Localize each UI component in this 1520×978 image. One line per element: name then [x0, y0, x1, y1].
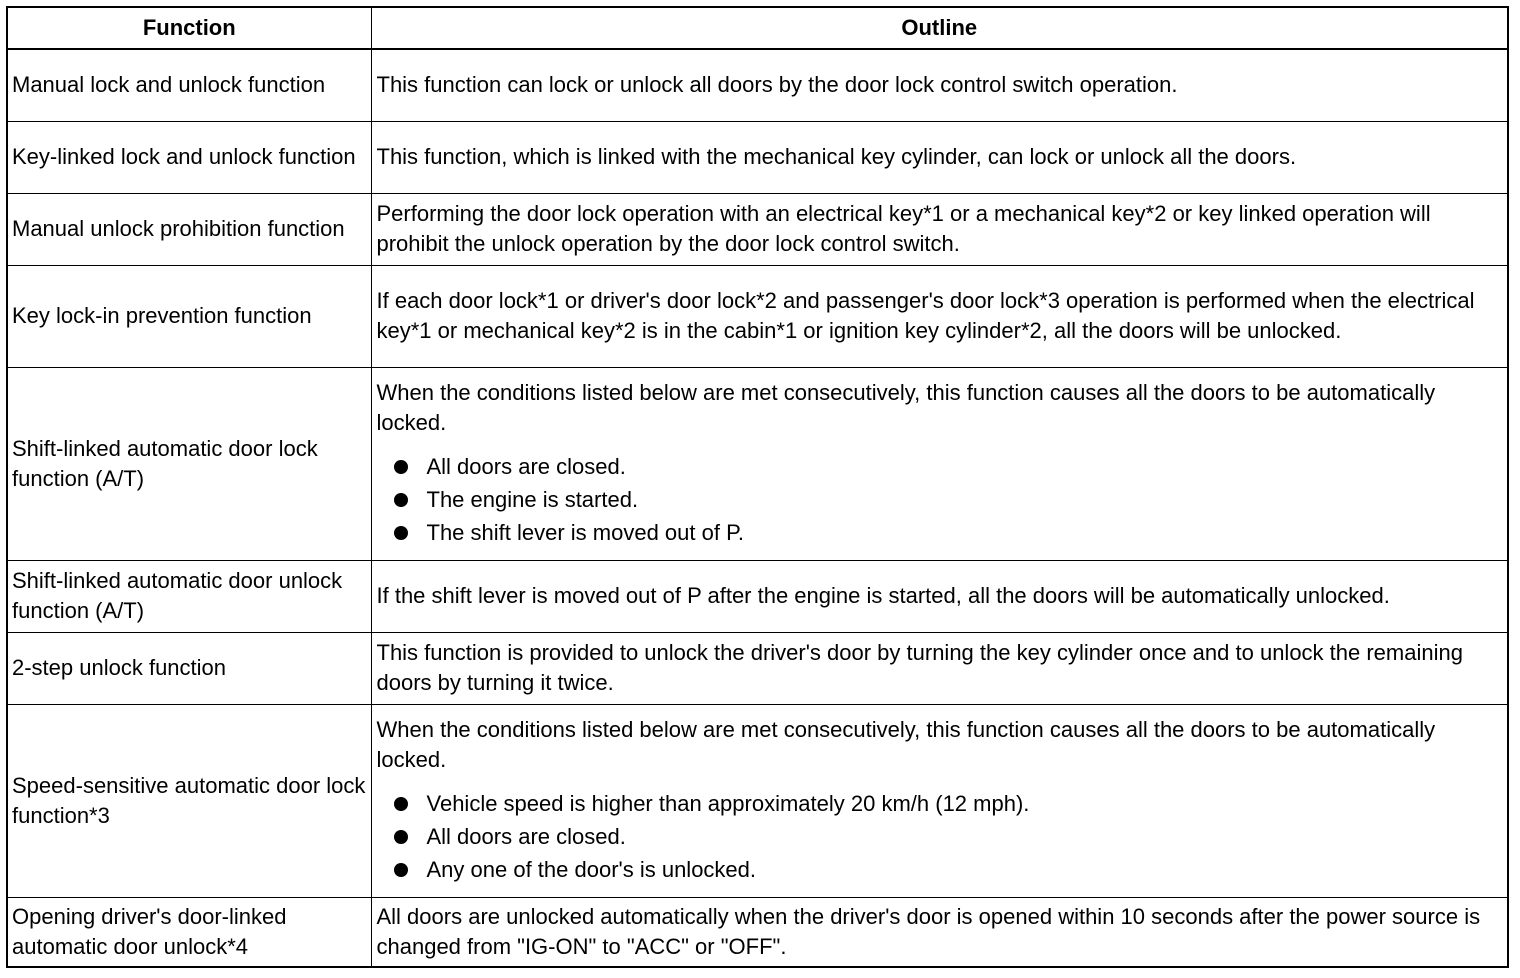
- condition-list: [377, 787, 1504, 886]
- outline-cell: [371, 367, 1508, 560]
- function-cell: Shift-linked automatic door lock function (A/T): [7, 367, 371, 560]
- condition-text: All doors are closed.: [426, 454, 626, 479]
- bullet-icon: [394, 797, 408, 811]
- table-row: [7, 265, 1508, 367]
- outline-cell: [371, 704, 1508, 897]
- condition-text: The shift lever is moved out of P.: [426, 520, 745, 545]
- condition-text: Vehicle speed is higher than approximately 20 km/h (12 mph).: [426, 791, 1030, 816]
- table-row: [7, 49, 1508, 121]
- list-item: [377, 516, 1504, 549]
- function-cell: Key-linked lock and unlock function: [7, 121, 371, 193]
- function-cell: Speed-sensitive automatic door lock function*3: [7, 704, 371, 897]
- function-cell: Opening driver's door-linked automatic door unlock*4: [7, 897, 371, 967]
- table-row: [7, 121, 1508, 193]
- bullet-icon: [394, 460, 408, 474]
- outline-cell: If the shift lever is moved out of P after the engine is started, all the doors will be automatically unlocked.: [371, 560, 1508, 632]
- function-cell: Shift-linked automatic door unlock function (A/T): [7, 560, 371, 632]
- outline-cell: This function can lock or unlock all doors by the door lock control switch operation.: [371, 49, 1508, 121]
- function-cell: Manual unlock prohibition function: [7, 193, 371, 265]
- bullet-icon: [394, 863, 408, 877]
- table-row: [7, 367, 1508, 560]
- table-row: [7, 193, 1508, 265]
- outline-cell: If each door lock*1 or driver's door lock*2 and passenger's door lock*3 operation is performed when the electrical key*1 or mechanical key*2 is in the cabin*1 or ignition key cylinder*2, all the doors will be unlocked.: [371, 265, 1508, 367]
- column-header-function: Function: [7, 7, 371, 49]
- outline-cell: This function is provided to unlock the driver's door by turning the key cylinder once and to unlock the remaining doors by turning it twice.: [371, 632, 1508, 704]
- table-header-row: [7, 7, 1508, 49]
- list-item: [377, 787, 1504, 820]
- condition-list: [377, 450, 1504, 549]
- outline-cell: All doors are unlocked automatically when the driver's door is opened within 10 seconds after the power source is changed from "IG-ON" to "ACC" or "OFF".: [371, 897, 1508, 967]
- function-cell: Key lock-in prevention function: [7, 265, 371, 367]
- function-cell: Manual lock and unlock function: [7, 49, 371, 121]
- bullet-icon: [394, 493, 408, 507]
- table-row: [7, 560, 1508, 632]
- door-lock-function-table: [6, 6, 1509, 968]
- table-row: [7, 704, 1508, 897]
- condition-text: All doors are closed.: [426, 824, 626, 849]
- outline-text: When the conditions listed below are met consecutively, this function causes all the doors to be automatically locked.: [376, 717, 1436, 772]
- condition-text: Any one of the door's is unlocked.: [426, 857, 757, 882]
- list-item: [377, 853, 1504, 886]
- list-item: [377, 450, 1504, 483]
- bullet-icon: [394, 526, 408, 540]
- outline-cell: This function, which is linked with the mechanical key cylinder, can lock or unlock all the doors.: [371, 121, 1508, 193]
- outline-cell: Performing the door lock operation with an electrical key*1 or a mechanical key*2 or key linked operation will prohibit the unlock operation by the door lock control switch.: [371, 193, 1508, 265]
- outline-text: When the conditions listed below are met consecutively, this function causes all the doors to be automatically locked.: [376, 380, 1436, 435]
- list-item: [377, 820, 1504, 853]
- table-row: [7, 897, 1508, 967]
- condition-text: The engine is started.: [426, 487, 639, 512]
- bullet-icon: [394, 830, 408, 844]
- table-row: [7, 632, 1508, 704]
- column-header-outline: Outline: [371, 7, 1508, 49]
- list-item: [377, 483, 1504, 516]
- function-cell: 2-step unlock function: [7, 632, 371, 704]
